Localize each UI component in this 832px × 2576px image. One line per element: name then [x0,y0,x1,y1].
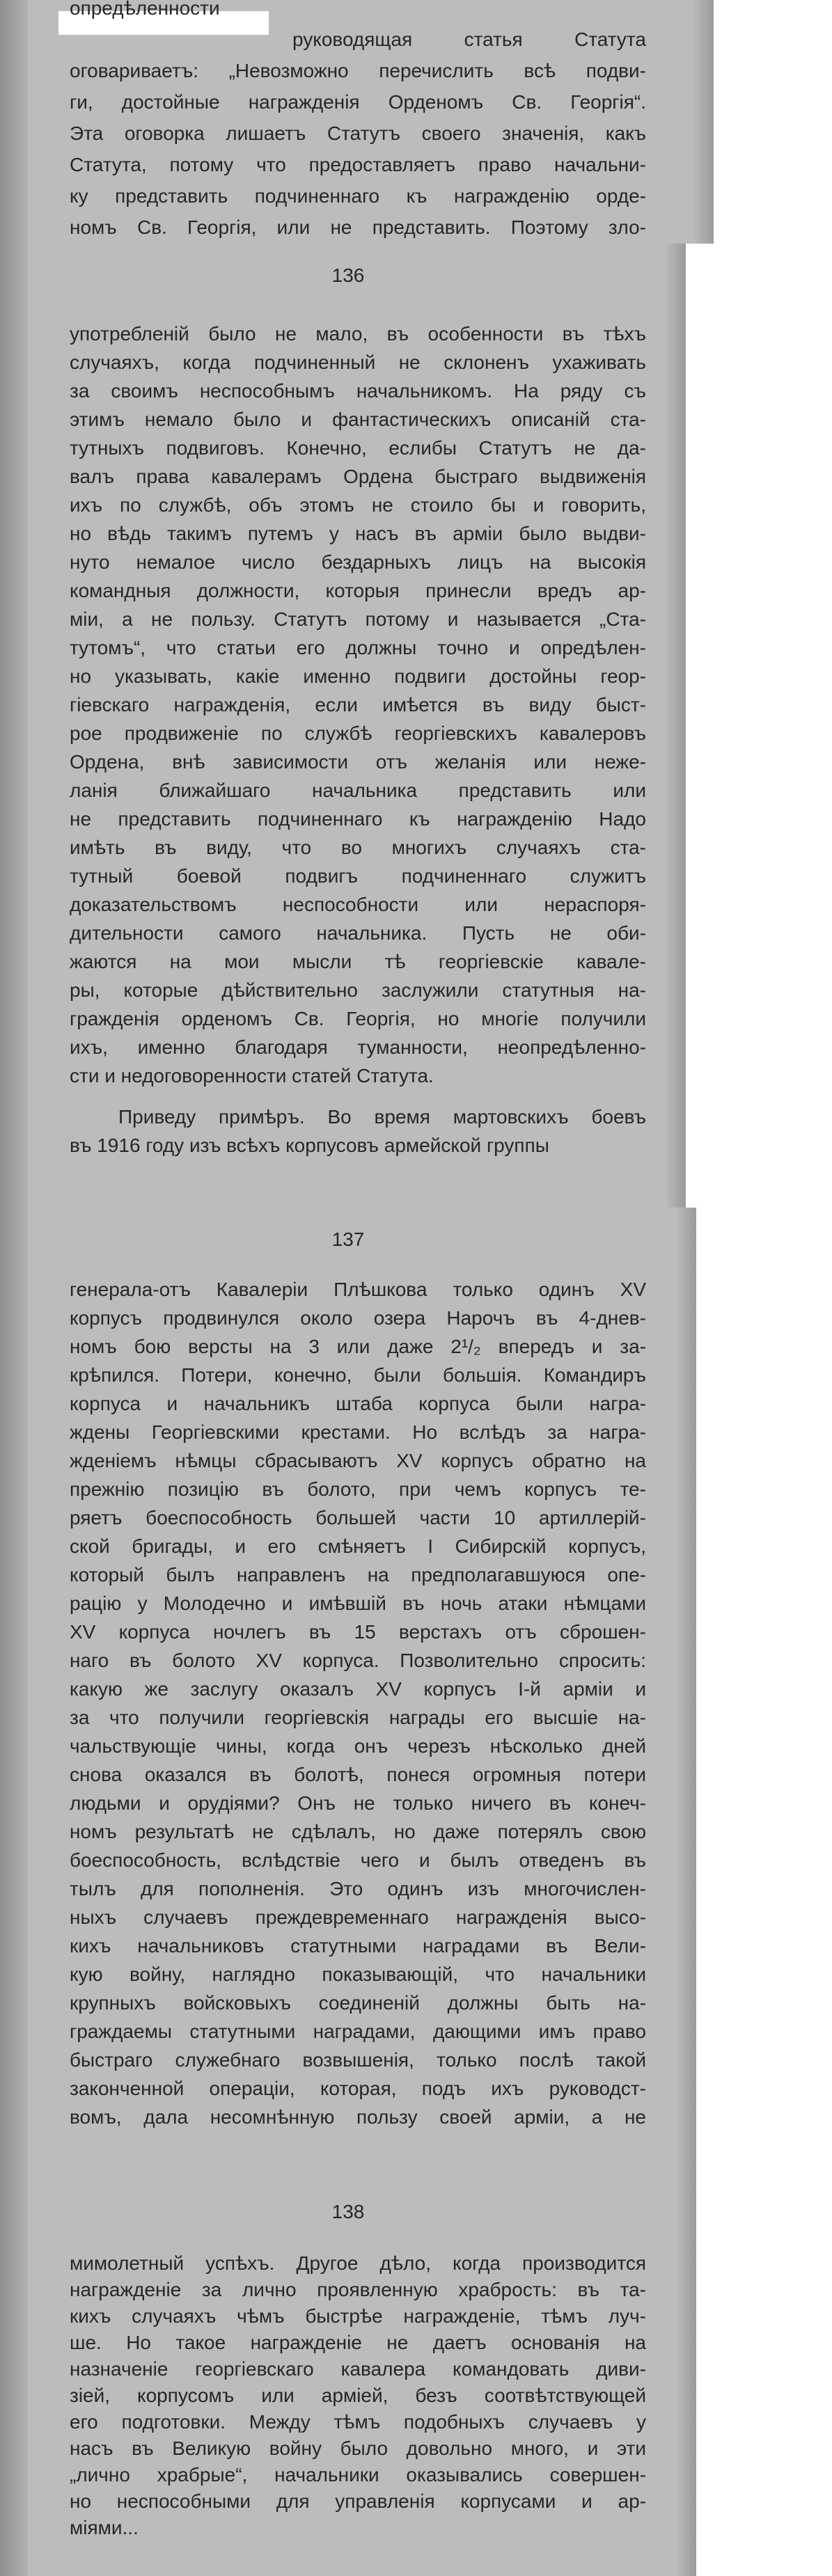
text-line: дительности самого начальника. Пусть не оби- [70,922,646,944]
text-line: но неспособными для управленія корпусами и ар- [70,2490,646,2512]
text-line: зіей, корпусомъ или арміей, безъ соотвѣтствующей [70,2385,646,2406]
text-line: случаяхъ, когда подчиненный не склоненъ ухаживать [70,351,646,373]
text-line: Эта оговорка лишаетъ Статутъ своего значенія, какъ [70,123,646,144]
text-line: оговариваетъ: „Невозможно перечислить всѣ подви- [70,60,646,81]
text-line: но указывать, какіе именно подвиги достойны геор- [70,665,646,687]
text-line: но вѣдь такимъ путемъ у насъ въ арміи было выдви- [70,523,646,544]
text-line: крупныхъ войсковыхъ соединеній должны быть на- [70,1992,646,2014]
text-line: Ордена, внѣ зависимости отъ желанія или неже- [70,751,646,773]
text-line: міями... [70,2517,139,2538]
text-line: его подготовки. Между тѣмъ подобныхъ случаевъ у [70,2411,646,2433]
page-137 [0,1208,696,2173]
text-line: людьми и орудіями? Онъ не только ничего въ конеч- [70,1792,646,1814]
text-line: кихъ начальниковъ статутными наградами въ Вели- [70,1935,646,1957]
text-line: Статута, потому что предоставляетъ право начальни- [70,154,646,175]
page-edge [693,0,714,244]
text-line: который былъ направленъ на предполагавшуюся опе- [70,1564,646,1586]
text-line: ихъ, именно благодаря туманности, неопредѣленно- [70,1036,646,1058]
text-line: рое продвиженіе по службѣ георгіевскихъ кавалеровъ [70,722,646,744]
text-line: гіевскаго награжденія, если имѣется въ виду быст- [70,694,646,716]
text-line: ской бригады, и его смѣняетъ I Сибирскій корпусъ, [70,1535,646,1557]
text-line: корпусъ продвинулся около озера Нарочъ въ 4-днев- [70,1307,646,1329]
text-line: жаются на мои мысли тѣ георгіевскіе кавале- [70,951,646,972]
page-number: 136 [331,264,365,286]
text-line: жденіемъ нѣмцы сбрасываютъ XV корпусъ обратно на [70,1450,646,1471]
page-138 [0,2173,696,2576]
text-line: ше. Но такое награжденіе не даетъ основанія на [70,2332,646,2353]
text-line: кихъ случаяхъ чѣмъ быстрѣе награжденіе, тѣмъ луч- [70,2305,646,2327]
text-line: ряетъ боеспособность большей части 10 артиллерій- [70,1507,646,1528]
text-line: номъ бою версты на 3 или даже 2¹/₂ впередъ и за- [70,1336,646,1357]
text-line: награжденіе за лично проявленную храбрость: въ та- [70,2279,646,2300]
text-line: кую войну, наглядно показывающій, что начальники [70,1963,646,1985]
text-line: за что получили георгіевскія награды его высшіе на- [70,1707,646,1728]
text-line: корпуса и начальникъ штаба корпуса были награ- [70,1393,646,1414]
text-line: ги, достойные награжденія Орденомъ Св. Георгія“. [70,91,646,113]
text-line: вомъ, дала несомнѣнную пользу своей арміи, а не [70,2106,646,2128]
text-line: крѣпился. Потери, конечно, были большія. Командиръ [70,1364,646,1386]
text-line: насъ въ Великую войну было довольно много, и эти [70,2437,646,2459]
text-line: чальствующіе чины, когда онъ черезъ нѣсколько дней [70,1735,646,1757]
text-line: XV корпуса ночлегъ въ 15 верстахъ отъ сброшен- [70,1621,646,1643]
text-line: руководящая статья Статута [292,29,646,50]
text-line: не представить подчиненнаго къ награжденію Надо [70,808,646,830]
text-line: командныя должности, которыя принесли вредъ ар- [70,580,646,601]
text-line: сти и недоговоренности статей Статута. [70,1065,434,1086]
text-line: назначеніе георгіевскаго кавалера командовать диви- [70,2358,646,2380]
text-line: тутный боевой подвигъ подчиненнаго служитъ [70,865,646,887]
text-line: номъ результатѣ не сдѣлалъ, но даже потерялъ свою [70,1821,646,1842]
text-line: ку представить подчиненнаго къ награжденію орде- [70,185,646,207]
binding-shadow [0,244,28,1208]
text-line: быстраго служебнаго возвышенія, только послѣ такой [70,2049,646,2071]
text-line: тутомъ“, что статьи его должны точно и опредѣлен- [70,637,646,658]
text-line: снова оказался въ болотѣ, понеся огромныя потери [70,1764,646,1785]
text-line: рацію у Молодечно и имѣвшій въ ночь атаки нѣмцами [70,1593,646,1614]
text-line: гражденія орденомъ Св. Георгія, но многіе получили [70,1008,646,1029]
text-line: Приведу примѣръ. Во время мартовскихъ боевъ [118,1106,646,1128]
text-line: этимъ немало было и фантастическихъ описаній ста- [70,409,646,430]
page-number: 138 [331,2201,365,2222]
text-line: валъ права кавалерамъ Ордена быстраго выдвиженія [70,466,646,487]
page-edge [665,244,686,1208]
text-line: тутныхъ подвиговъ. Конечно, еслибы Статутъ не да- [70,437,646,459]
page-fragment [0,0,714,244]
text-line: употребленій было не мало, въ особенности въ тѣхъ [70,323,646,345]
text-line: ланія ближайшаго начальника представить или [70,780,646,801]
text-line: граждаемы статутными наградами, дающими имъ право [70,2021,646,2042]
text-line: за своимъ неспособнымъ начальникомъ. На ряду съ [70,380,646,402]
text-line: какую же заслугу оказалъ XV корпусъ I-й арміи и [70,1678,646,1700]
binding-shadow [0,0,28,244]
text-line: ныхъ случаевъ преждевременнаго награжденія высо- [70,1906,646,1928]
page-136 [0,244,686,1208]
text-line: доказательствомъ неспособности или нераспоря- [70,894,646,915]
text-line: генерала-отъ Кавалеріи Плѣшкова только одинъ XV [70,1279,646,1300]
text-line: боеспособность, вслѣдствіе чего и былъ отведенъ въ [70,1849,646,1871]
text-line: міи, а не пользу. Статутъ потому и называется „Ста- [70,608,646,630]
text-line: наго въ болото XV корпуса. Позволительно спросить: [70,1650,646,1671]
page-edge [675,1208,696,2173]
text-line: опредѣленности [70,0,220,19]
text-line: ры, которые дѣйствительно заслужили статутныя на- [70,979,646,1001]
text-line: номъ Св. Георгія, или не представить. Поэтому зло- [70,216,646,238]
page-number: 137 [331,1228,365,1250]
text-line: прежнію позицію въ болото, при чемъ корпусъ те- [70,1478,646,1500]
page-edge [675,2173,696,2576]
text-line: тылъ для пополненія. Это одинъ изъ многочислен- [70,1878,646,1899]
binding-shadow [0,1208,28,2173]
binding-shadow [0,2173,28,2576]
text-line: ждены Георгіевскими крестами. Но вслѣдъ за награ- [70,1421,646,1443]
text-line: имѣть въ виду, что во многихъ случаяхъ ста- [70,837,646,858]
text-line: въ 1916 году изъ всѣхъ корпусовъ армейской группы [70,1135,549,1156]
text-line: „лично храбрые“, начальники оказывались совершен- [70,2464,646,2486]
text-line: нуто немалое число бездарныхъ лицъ на высокія [70,551,646,573]
text-line: законченной операціи, которая, подъ ихъ руководст- [70,2078,646,2099]
text-line: мимолетный успѣхъ. Другое дѣло, когда производится [70,2252,646,2274]
text-line: ихъ по службѣ, объ этомъ не стоило бы и говорить, [70,494,646,516]
